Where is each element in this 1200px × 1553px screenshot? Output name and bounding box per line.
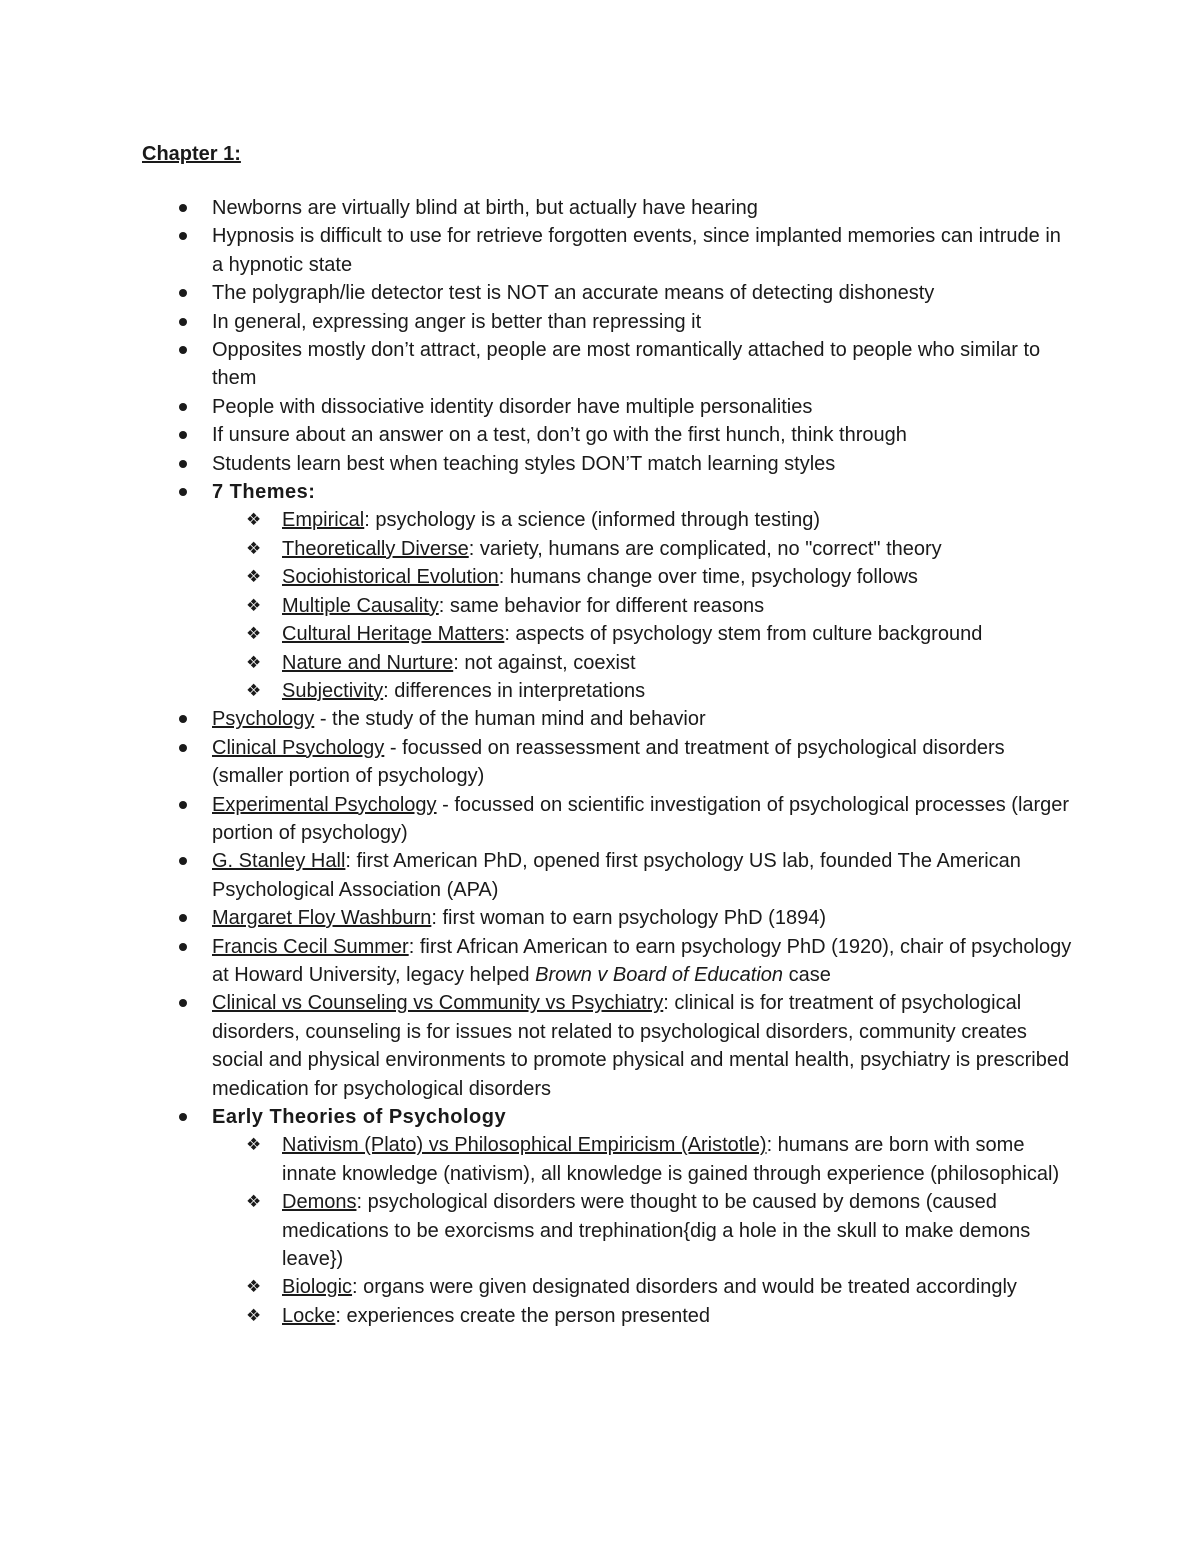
document-page	[142, 138, 1072, 1330]
theory-item: ❖ Nativism (Plato) vs Philosophical Empiricism (Aristotle): humans are born with some innate knowledge (nativism), all knowledge is gained through experience (philosophical)	[212, 1131, 1072, 1188]
theory-item: ❖ Locke: experiences create the person presented	[212, 1302, 1072, 1330]
list-item: Opposites mostly don’t attract, people are most romantically attached to people who similar to them	[142, 336, 1072, 393]
early-theories-heading: Early Theories of Psychology	[212, 1106, 507, 1128]
early-theories-section	[142, 1103, 1072, 1330]
diamond-bullet-icon: ❖	[246, 624, 262, 644]
list-item: If unsure about an answer on a test, don’t go with the first hunch, think through	[142, 421, 1072, 449]
list-item: In general, expressing anger is better than repressing it	[142, 308, 1072, 336]
theme-item: ❖ Theoretically Diverse: variety, humans are complicated, no "correct" theory	[212, 535, 1072, 563]
chapter-title: Chapter 1:	[142, 143, 241, 165]
bullet-icon	[179, 914, 187, 922]
bullet-icon	[179, 999, 187, 1007]
list-item: People with dissociative identity disorder have multiple personalities	[142, 393, 1072, 421]
list-item: The polygraph/lie detector test is NOT an accurate means of detecting dishonesty	[142, 279, 1072, 307]
bullet-icon	[179, 318, 187, 326]
bullet-icon	[179, 346, 187, 354]
bullet-icon	[179, 431, 187, 439]
diamond-bullet-icon: ❖	[246, 538, 262, 558]
diamond-bullet-icon: ❖	[246, 510, 262, 530]
bullet-icon	[179, 744, 187, 752]
bullet-icon	[179, 403, 187, 411]
theme-item: ❖ Empirical: psychology is a science (informed through testing)	[212, 506, 1072, 534]
diamond-bullet-icon: ❖	[246, 1135, 262, 1155]
theme-item: ❖ Cultural Heritage Matters: aspects of psychology stem from culture background	[212, 620, 1072, 648]
diamond-bullet-icon: ❖	[246, 680, 262, 700]
court-case-title: Brown v Board of Education	[535, 963, 784, 986]
diamond-bullet-icon: ❖	[246, 1192, 262, 1212]
bullet-icon	[179, 1113, 187, 1121]
bullet-icon	[179, 204, 187, 212]
themes-heading: 7 Themes:	[212, 481, 316, 504]
early-theories-list	[212, 1131, 1072, 1330]
definition-item: G. Stanley Hall: first American PhD, opened first psychology US lab, founded The American Psychological Association (APA)	[142, 847, 1072, 904]
bullet-icon	[179, 232, 187, 240]
definition-item: Clinical vs Counseling vs Community vs Psychiatry: clinical is for treatment of psychological disorders, counseling is for issues not related to psychological disorders, community creates social and physical environments to promote physical and mental health, psychiatry is prescribed medication for psychological disorders	[142, 989, 1072, 1103]
list-item: Hypnosis is difficult to use for retrieve forgotten events, since implanted memories can intrude in a hypnotic state	[142, 222, 1072, 279]
definition-item: Psychology - the study of the human mind and behavior	[142, 705, 1072, 733]
bullet-icon	[179, 943, 187, 951]
diamond-bullet-icon: ❖	[246, 567, 262, 587]
list-item: Newborns are virtually blind at birth, but actually have hearing	[142, 194, 1072, 222]
bullet-icon	[179, 801, 187, 809]
theme-item: ❖ Subjectivity: differences in interpretations	[212, 677, 1072, 705]
list-item: Students learn best when teaching styles DON’T match learning styles	[142, 450, 1072, 478]
themes-section	[142, 478, 1072, 705]
definition-item: Margaret Floy Washburn: first woman to earn psychology PhD (1894)	[142, 904, 1072, 932]
bullet-icon	[179, 289, 187, 297]
theme-item: ❖ Multiple Causality: same behavior for different reasons	[212, 592, 1072, 620]
main-bullet-list	[142, 194, 1072, 1330]
definition-item: Experimental Psychology - focussed on scientific investigation of psychological processes (larger portion of psychology)	[142, 791, 1072, 848]
bullet-icon	[179, 715, 187, 723]
diamond-bullet-icon: ❖	[246, 1277, 262, 1297]
diamond-bullet-icon: ❖	[246, 1305, 262, 1325]
bullet-icon	[179, 460, 187, 468]
theory-item: ❖ Demons: psychological disorders were thought to be caused by demons (caused medications to be exorcisms and trephination{dig a hole in the skull to make demons leave})	[212, 1188, 1072, 1273]
themes-list	[212, 506, 1072, 705]
bullet-icon	[179, 488, 187, 496]
theory-item: ❖ Biologic: organs were given designated disorders and would be treated accordingly	[212, 1273, 1072, 1301]
definition-item: Francis Cecil Summer: first African American to earn psychology PhD (1920), chair of psychology at Howard University, legacy helped Brown v Board of Education case	[142, 933, 1072, 990]
diamond-bullet-icon: ❖	[246, 652, 262, 672]
bullet-icon	[179, 857, 187, 865]
definition-item: Clinical Psychology - focussed on reassessment and treatment of psychological disorders (smaller portion of psychology)	[142, 734, 1072, 791]
diamond-bullet-icon: ❖	[246, 595, 262, 615]
theme-item: ❖ Sociohistorical Evolution: humans change over time, psychology follows	[212, 563, 1072, 591]
theme-item: ❖ Nature and Nurture: not against, coexist	[212, 649, 1072, 677]
